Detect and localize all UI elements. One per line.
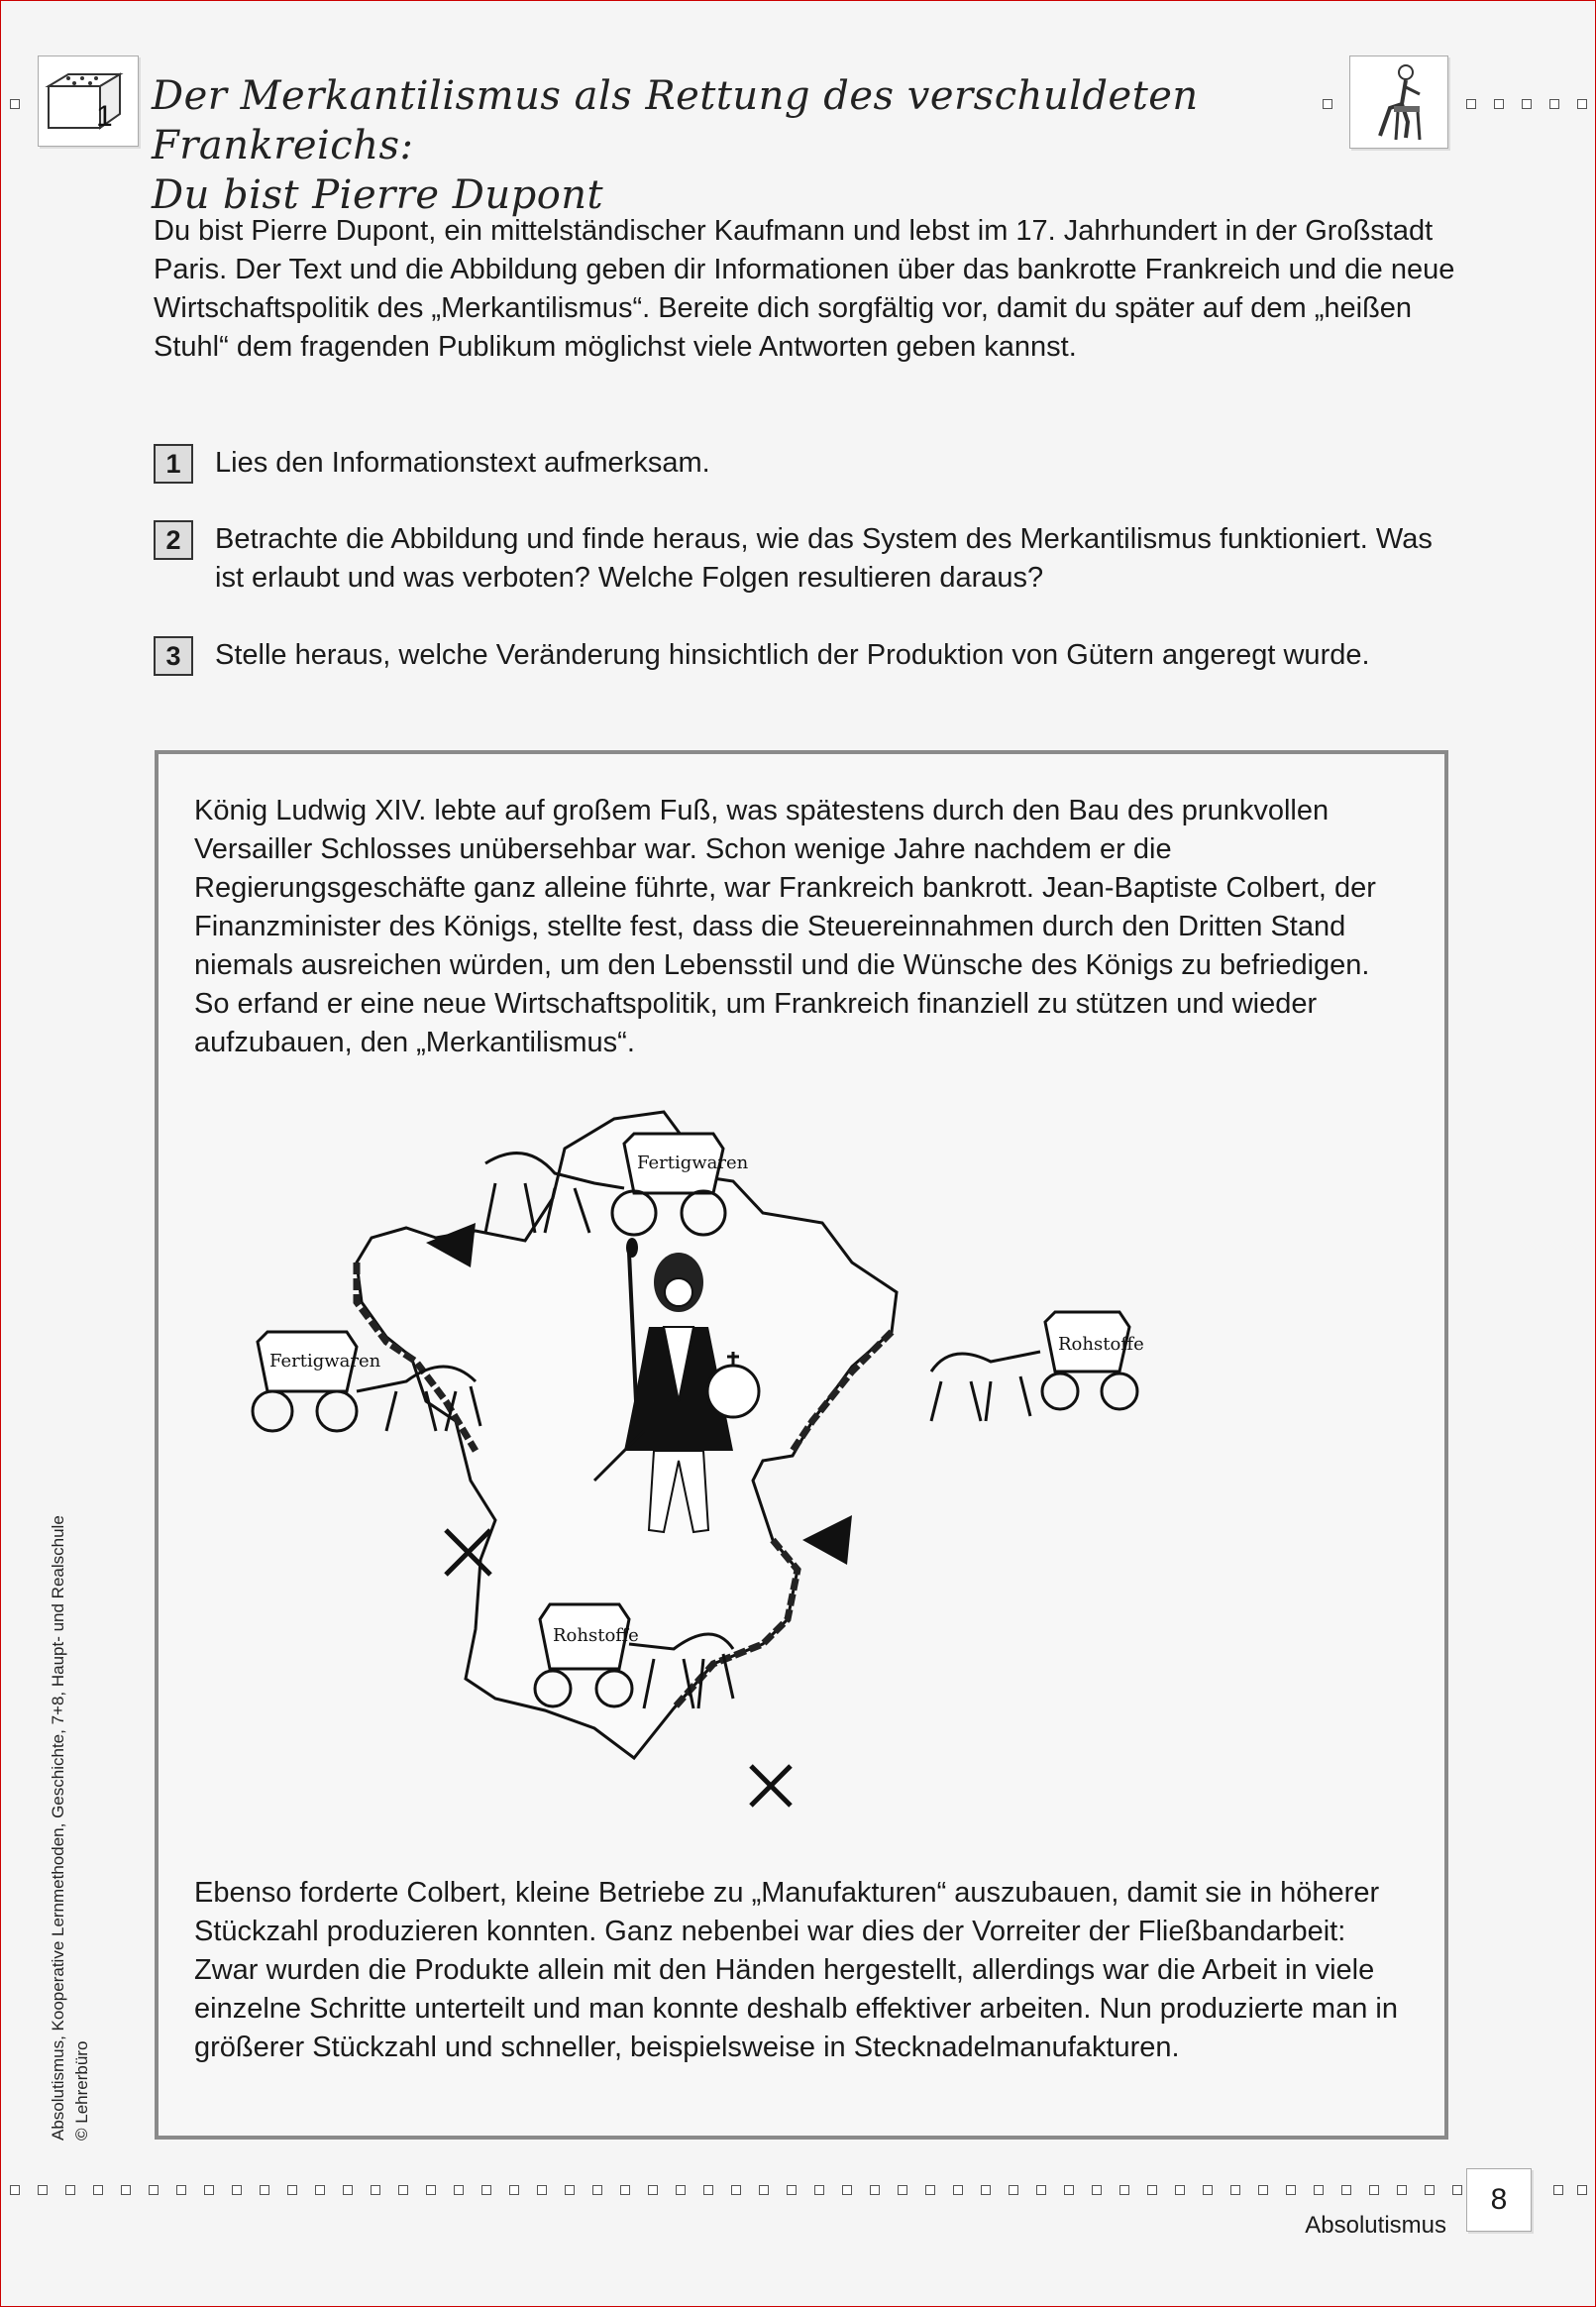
rule-dot	[981, 2185, 991, 2195]
rule-dot	[1258, 2185, 1268, 2195]
rule-dot	[10, 2185, 20, 2195]
rule-dot	[1577, 2185, 1587, 2195]
footer-dotted-rule	[0, 2183, 1596, 2197]
rule-dot	[870, 2185, 880, 2195]
forbidden-x-icon	[751, 1766, 791, 1806]
rule-dot	[121, 2185, 131, 2195]
rule-dot	[814, 2185, 824, 2195]
rule-dot	[371, 2185, 380, 2195]
rule-dot	[620, 2185, 630, 2195]
rule-dot	[287, 2185, 297, 2195]
rule-dot	[787, 2185, 797, 2195]
rule-dot	[454, 2185, 464, 2195]
intro-paragraph: Du bist Pierre Dupont, ein mittelständischer Kaufmann und lebst im 17. Jahrhundert in der Großstadt Paris. Der Text und die Abbildung geben dir Informationen über das bankrotte Frankreich und die neue Wirtschaftspolitik des „Merkantilismus“. Bereite dich sorgfältig vor, damit du später auf dem „heißen Stuhl“ dem fragenden Publikum möglichst viele Antworten geben kannst.	[154, 215, 1455, 363]
rule-dot	[1036, 2185, 1046, 2195]
title-line-1: Der Merkantilismus als Rettung des verschuldeten Frankreichs:	[152, 73, 1199, 168]
rule-dot	[703, 2185, 713, 2195]
rule-dot	[1175, 2185, 1185, 2195]
rule-dot	[1341, 2185, 1351, 2195]
rule-dot	[38, 2185, 48, 2195]
credit-line-2: © Lehrerbüro	[72, 2040, 91, 2141]
rule-dot	[676, 2185, 686, 2195]
hot-seat-icon	[1349, 55, 1448, 149]
rule-dot	[1522, 99, 1532, 109]
rule-dot	[1230, 2185, 1240, 2195]
rule-dot	[1286, 2185, 1296, 2195]
rule-dot	[1397, 2185, 1407, 2195]
wagon-label: Rohstoffe	[1058, 1334, 1144, 1355]
rule-dot	[343, 2185, 353, 2195]
rule-dot	[565, 2185, 575, 2195]
task-number-badge: 2	[154, 520, 193, 560]
rule-dot	[925, 2185, 935, 2195]
task-text: Betrachte die Abbildung und finde heraus, wie das System des Merkantilismus funktioniert. Was ist erlaubt und was verboten? Welche Folgen resultieren daraus?	[215, 523, 1433, 594]
wagon-label: Rohstoffe	[553, 1625, 639, 1646]
rule-dot	[898, 2185, 907, 2195]
rule-dot	[176, 2185, 186, 2195]
rule-dot	[1064, 2185, 1074, 2195]
rule-dot	[426, 2185, 436, 2195]
wagon-rohstoffe-east	[931, 1312, 1144, 1421]
rule-dot	[759, 2185, 769, 2195]
rule-dot	[648, 2185, 658, 2195]
rule-dot	[1549, 99, 1559, 109]
rule-dot	[1494, 99, 1504, 109]
task-number-badge: 3	[154, 636, 193, 676]
task-number-badge: 1	[154, 444, 193, 484]
rule-dot	[1425, 2185, 1435, 2195]
rule-dot	[1452, 2185, 1462, 2195]
rule-dot	[731, 2185, 741, 2195]
rule-dot	[1092, 2185, 1102, 2195]
rule-dot	[315, 2185, 325, 2195]
rule-dot	[481, 2185, 491, 2195]
title-line-2: Du bist Pierre Dupont	[152, 172, 604, 218]
rule-dot	[149, 2185, 159, 2195]
side-credit	[47, 1515, 94, 2141]
rule-dot	[65, 2185, 75, 2195]
page-number: 8	[1466, 2168, 1532, 2232]
rule-dot	[1553, 2185, 1563, 2195]
rule-dot	[1147, 2185, 1157, 2195]
credit-line-1: Absolutismus, Kooperative Lernmethoden, Geschichte, 7+8, Haupt- und Realschule	[49, 1515, 67, 2141]
rule-dot	[204, 2185, 214, 2195]
info-box	[155, 750, 1448, 2140]
task-text: Lies den Informationstext aufmerksam.	[215, 447, 710, 479]
wagon-label: Fertigwaren	[637, 1153, 749, 1173]
page-title	[152, 71, 1330, 220]
rule-dot	[260, 2185, 269, 2195]
wagon-label: Fertigwaren	[269, 1351, 381, 1372]
rule-dot	[10, 99, 20, 109]
rule-dot	[232, 2185, 242, 2195]
rule-dot	[1009, 2185, 1018, 2195]
unit-number: 1	[96, 100, 113, 133]
france-map-outline	[357, 1112, 897, 1758]
footer-label: Absolutismus	[1305, 2212, 1446, 2239]
mercantilism-illustration	[269, 1104, 1328, 1817]
info-paragraph-1: König Ludwig XIV. lebte auf großem Fuß, was spätestens durch den Bau des prunkvollen Versailler Schlosses unübersehbar war. Schon wenige Jahre nachdem er die Regierungsgeschäfte ganz alleine führte, war Frankreich bankrott. Jean-Baptiste Colbert, der Finanzminister des Königs, stellte fest, dass die Steuereinnahmen durch den Dritten Stand niemals ausreichen würden, um den Lebensstil und die Wünsche des Königs zu befriedigen. So erfand er eine neue Wirtschaftspolitik, um Frankreich finanziell zu stützen und wieder aufzubauen, den „Merkantilismus“.	[194, 795, 1376, 1058]
info-paragraph-2: Ebenso forderte Colbert, kleine Betriebe zu „Manufakturen“ auszubauen, damit sie in höherer Stückzahl produzieren konnten. Ganz nebenbei war dies der Vorreiter der Fließbandarbeit: Zwar wurden die Produkte allein mit den Händen hergestellt, allerdings war die Arbeit in viele einzelne Schritte unterteilt und man konnte deshalb effektiver arbeiten. Nun produzierte man in größerer Stückzahl und schneller, beispielsweise in Stecknadelmanufakturen.	[194, 1877, 1398, 2063]
rule-dot	[842, 2185, 852, 2195]
rule-dot	[1314, 2185, 1324, 2195]
rule-dot	[398, 2185, 408, 2195]
task-text: Stelle heraus, welche Veränderung hinsichtlich der Produktion von Gütern angeregt wurde.	[215, 639, 1370, 671]
rule-dot	[1369, 2185, 1379, 2195]
rule-dot	[93, 2185, 103, 2195]
rule-dot	[953, 2185, 963, 2195]
rule-dot	[1466, 99, 1476, 109]
rule-dot	[509, 2185, 519, 2195]
dice-icon	[38, 55, 139, 147]
rule-dot	[592, 2185, 602, 2195]
rule-dot	[537, 2185, 547, 2195]
rule-dot	[1203, 2185, 1213, 2195]
rule-dot	[1577, 99, 1587, 109]
arrow-inbound-icon	[802, 1515, 852, 1565]
rule-dot	[1119, 2185, 1129, 2195]
